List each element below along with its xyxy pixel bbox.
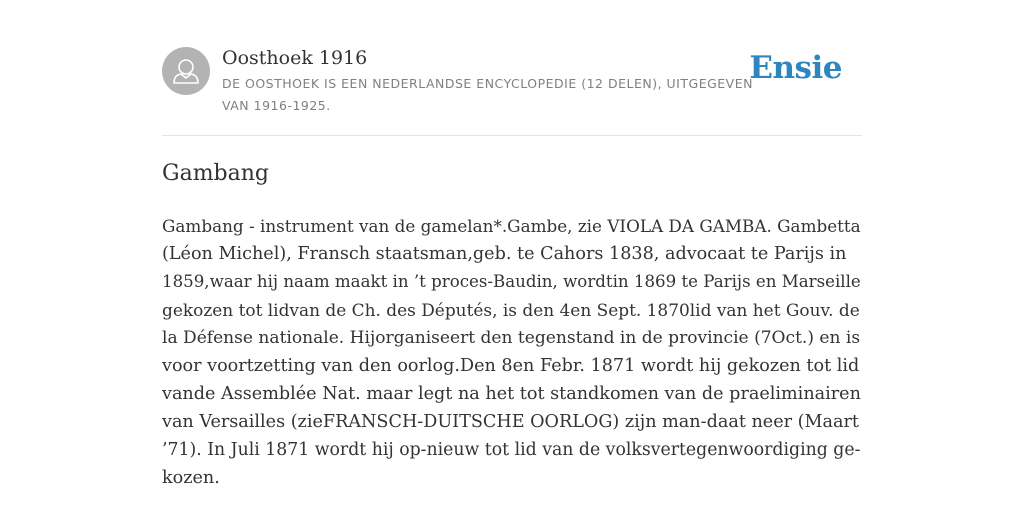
user-icon[interactable] — [162, 47, 210, 95]
source-description — [222, 73, 762, 117]
brand-logo[interactable]: Ensie — [749, 50, 842, 86]
entry-body — [162, 212, 864, 492]
entry-line: 1859,waar hij naam maakt in ’t proces-Baudin, wordtin 1869 te Parijs en Marseille — [162, 272, 861, 291]
entry-line: vande Assemblée Nat. maar legt na het tot standkomen van de praeliminairen — [162, 384, 861, 404]
source-info — [222, 46, 762, 117]
entry-line: Gambang - instrument van de gamelan*.Gambe, zie VIOLA DA GAMBA. Gambetta — [162, 216, 861, 236]
source-header — [162, 46, 862, 136]
entry-line: kozen. — [162, 468, 220, 488]
entry-line: gekozen tot lidvan de Ch. des Députés, is den 4en Sept. 1870lid van het Gouv. de — [162, 300, 860, 320]
divider — [162, 135, 862, 136]
entry-line: van Versailles (zieFRANSCH-DUITSCHE OORLOG) zijn man-daat neer (Maart — [162, 412, 859, 432]
entry-line: (Léon Michel), Fransch staatsman,geb. te Cahors 1838, advocaat te Parijs in — [162, 244, 847, 264]
source-title[interactable]: Oosthoek 1916 — [222, 47, 368, 69]
entry-title: Gambang — [162, 161, 270, 186]
source-description-line: DE OOSTHOEK IS EEN NEDERLANDSE ENCYCLOPEDIE (12 DELEN), UITGEGEVEN — [222, 76, 753, 91]
entry-line: la Défense nationale. Hijorganiseert den tegenstand in de provincie (7Oct.) en is — [162, 328, 861, 348]
entry-line: ’71). In Juli 1871 wordt hij op-nieuw tot lid van de volksvertegenwoordiging ge- — [162, 440, 861, 460]
entry-line: voor voortzetting van den oorlog.Den 8en Febr. 1871 wordt hij gekozen tot lid — [162, 356, 860, 376]
source-description-line: VAN 1916-1925. — [222, 98, 331, 113]
